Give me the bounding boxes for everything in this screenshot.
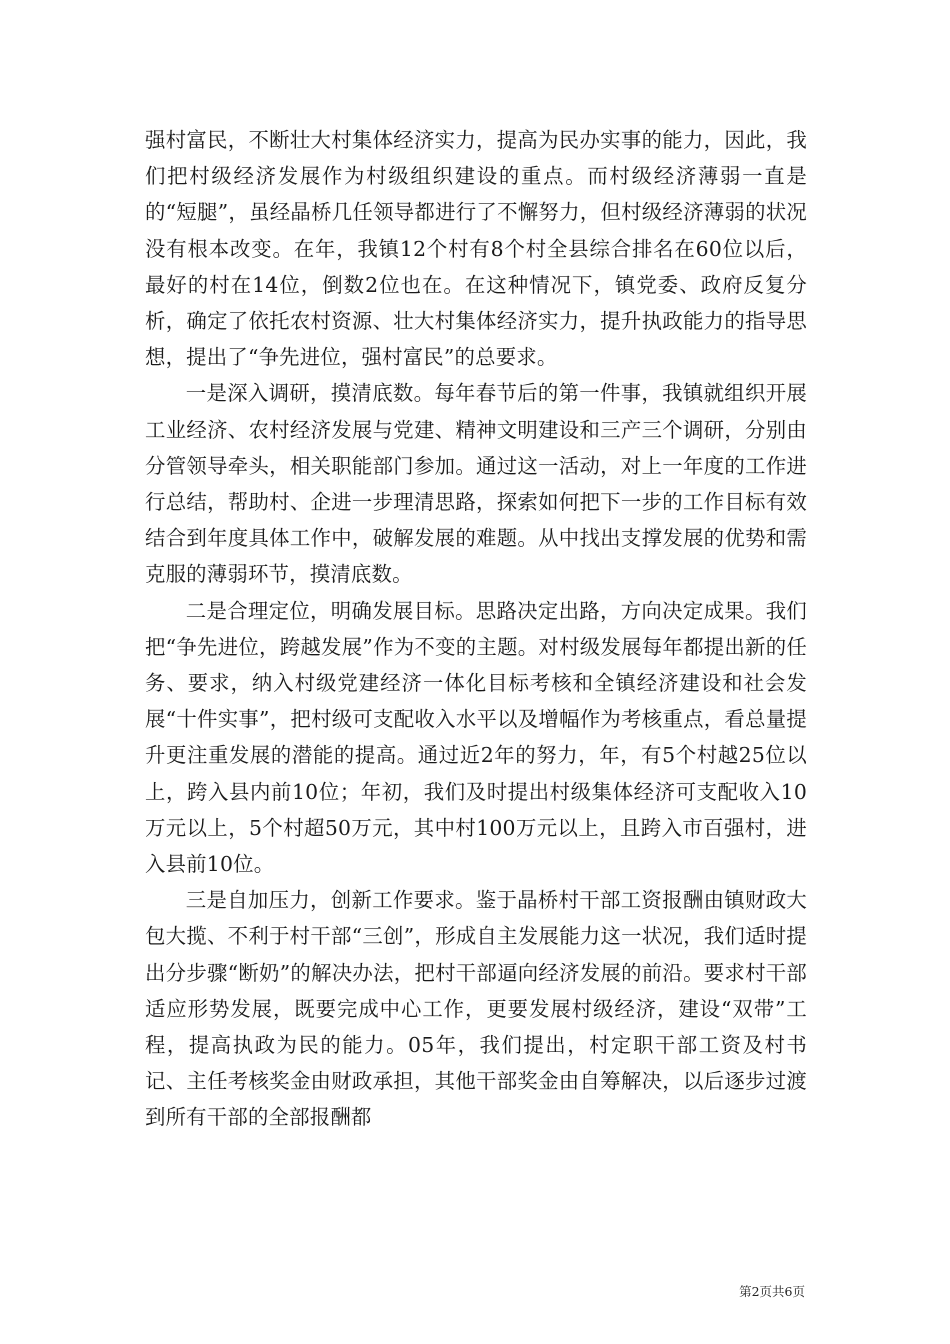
paragraph-2: 一是深入调研，摸清底数。每年春节后的第一件事，我镇就组织开展工业经济、农村经济发展与党建、精神文明建设和三产三个调研，分别由分管领导牵头，相关职能部门参加。通过这一活动，对上一年度的工作进行总结，帮助村、企进一步理清思路，探索如何把下一步的工作目标有效结合到年度具体工作中，破解发展的难题。从中找出支撑发展的优势和需克服的薄弱环节，摸清底数。	[145, 381, 807, 587]
paragraph-1: 强村富民，不断壮大村集体经济实力，提高为民办实事的能力，因此，我们把村级经济发展作为村级组织建设的重点。而村级经济薄弱一直是的“短腿”，虽经晶桥几任领导都进行了不懈努力，但村级经济薄弱的状况没有根本改变。在年，我镇12个村有8个村全县综合排名在60位以后，最好的村在14位，倒数2位也在。在这种情况下，镇党委、政府反复分析，确定了依托农村资源、壮大村集体经济实力，提升执政能力的指导思想，提出了“争先进位，强村富民”的总要求。	[145, 128, 807, 370]
body-text	[145, 122, 807, 1136]
paragraph-3: 二是合理定位，明确发展目标。思路决定出路，方向决定成果。我们把“争先进位，跨越发展”作为不变的主题。对村级发展每年都提出新的任务、要求，纳入村级党建经济一体化目标考核和全镇经济建设和社会发展“十件实事”，把村级可支配收入水平以及增幅作为考核重点，看总量提升更注重发展的潜能的提高。通过近2年的努力，年，有5个村越25位以上，跨入县内前10位；年初，我们及时提出村级集体经济可支配收入10万元以上，5个村超50万元，其中村100万元以上，且跨入市百强村，进入县前10位。	[145, 598, 807, 877]
page-number-footer: 第2页共6页	[739, 1284, 805, 1299]
paragraph-4: 三是自加压力，创新工作要求。鉴于晶桥村干部工资报酬由镇财政大包大揽、不利于村干部“三创”，形成自主发展能力这一状况，我们适时提出分步骤“断奶”的解决办法，把村干部逼向经济发展的前沿。要求村干部适应形势发展，既要完成中心工作，更要发展村级经济，建设“双带”工程，提高执政为民的能力。05年，我们提出，村定职干部工资及村书记、主任考核奖金由财政承担，其他干部奖金由自筹解决，以后逐步过渡到所有干部的全部报酬都	[145, 888, 807, 1130]
